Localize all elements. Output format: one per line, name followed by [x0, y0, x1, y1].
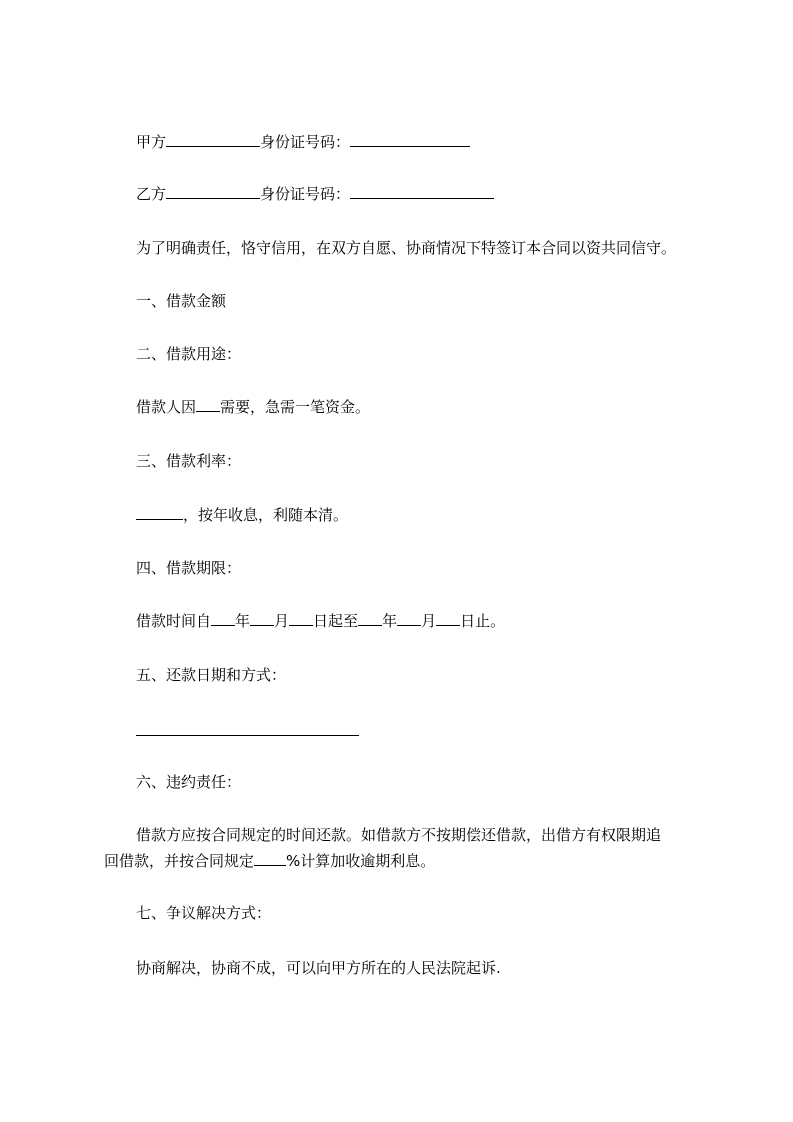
section7-heading: 七、争议解决方式： — [136, 904, 272, 922]
party-b-label: 乙方 — [136, 185, 167, 203]
section5-heading: 五、还款日期和方式： — [136, 666, 287, 684]
overdue-rate-blank — [254, 851, 286, 866]
party-b-id-label: 身份证号码： — [260, 185, 351, 203]
party-a-id-blank — [350, 132, 470, 147]
party-a-label: 甲方 — [136, 133, 167, 151]
section6-line2-b: %计算加收逾期利息。 — [286, 852, 436, 870]
section6-paragraph — [104, 822, 704, 874]
start-day-blank — [289, 611, 313, 626]
end-year-label: 年 — [382, 612, 398, 630]
period-prefix: 借款时间自 — [136, 612, 212, 630]
interest-rate-blank — [136, 505, 183, 520]
start-month-blank — [250, 611, 274, 626]
party-b-name-blank — [166, 184, 260, 199]
section3-heading: 三、借款利率： — [136, 452, 242, 470]
party-b-line — [136, 183, 494, 205]
end-day-blank — [436, 611, 460, 626]
party-a-name-blank — [166, 132, 260, 147]
section2-heading: 二、借款用途： — [136, 345, 242, 363]
section7-text: 协商解决，协商不成，可以向甲方所在的人民法院起诉. — [136, 959, 501, 977]
party-b-id-blank — [350, 184, 494, 199]
section4-text — [136, 610, 505, 632]
section6-line2-a: 回借款，并按合同规定 — [104, 852, 255, 870]
section3-text-body: ，按年收息，利随本清。 — [183, 506, 349, 524]
section2-text-b: 需要，急需一笔资金。 — [220, 398, 371, 416]
section2-text-a: 借款人因 — [136, 398, 197, 416]
end-month-label: 月 — [421, 612, 437, 630]
end-year-blank — [358, 611, 382, 626]
section6-line1: 借款方应按合同规定的时间还款。如借款方不按期偿还借款，出借方有权限期追 — [136, 826, 662, 844]
end-day-label: 日止。 — [460, 612, 506, 630]
section6-line2 — [104, 848, 704, 874]
start-month-label: 月 — [274, 612, 290, 630]
section1-heading: 一、借款金额 — [136, 292, 227, 310]
purpose-blank — [196, 397, 220, 412]
end-month-blank — [397, 611, 421, 626]
section3-text — [136, 504, 348, 526]
start-year-label: 年 — [235, 612, 251, 630]
party-a-line — [136, 131, 470, 153]
section4-heading: 四、借款期限： — [136, 559, 242, 577]
section2-text — [136, 396, 370, 418]
section6-heading: 六、违约责任： — [136, 773, 242, 791]
party-a-id-label: 身份证号码： — [260, 133, 351, 151]
repayment-method-blank — [136, 735, 359, 736]
start-day-label: 日起至 — [313, 612, 359, 630]
start-year-blank — [211, 611, 235, 626]
intro-text: 为了明确责任，恪守信用，在双方自愿、协商情况下特签订本合同以资共同信守。 — [136, 239, 677, 257]
